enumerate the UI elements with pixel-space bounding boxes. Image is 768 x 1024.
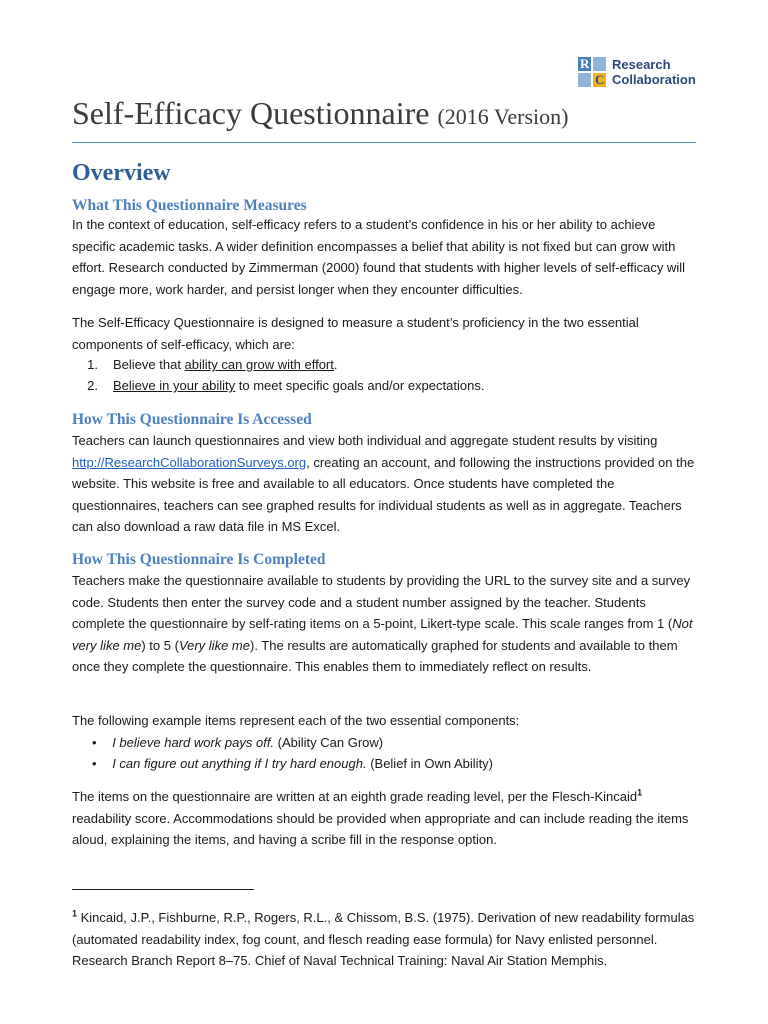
footnote-divider — [72, 889, 254, 890]
bullet-icon: • — [92, 735, 97, 750]
page-title: Self-Efficacy Questionnaire (2016 Version) — [72, 95, 569, 131]
measures-paragraph-2: The Self-Efficacy Questionnaire is designed to measure a student’s proficiency in the two essential components of self-efficacy, which are: — [72, 315, 639, 352]
bullet-item-2: • I can figure out anything if I try hard enough. (Belief in Own Ability) — [92, 756, 494, 771]
list-item-1: 1. Believe that ability can grow with effort. — [87, 357, 338, 372]
survey-site-link[interactable]: http://ResearchCollaborationSurveys.org — [72, 454, 307, 470]
footnote: $^1$ Kincaid, J.P., Fishburne, R.P., Rogers, R.L., & Chissom, B.S. (1975). Derivation of new readability formulas (automated readability index, fog count, and flesch reading ease formula) for Navy enlisted personnel. Research Branch Report 8–75. Chief of Naval Technical Training: Naval Air Station Memphis. — [72, 908, 695, 968]
measures-paragraph-1: In the context of education, self-efficacy refers to a student’s confidence in his or her ability to achieve specific academic tasks. A wider definition encompasses a belief that ability is not fixed but can grow with effort. Research conducted by Zimmerman (2000) found that students with higher levels of self-efficacy will engage more, work harder, and persist longer when they encounter difficulties. — [72, 217, 685, 297]
title-version: (2016 Version) — [437, 104, 569, 129]
section-heading-accessed: How This Questionnaire Is Accessed — [72, 411, 312, 428]
logo-text: Research Collaboration — [612, 57, 696, 87]
title-divider — [72, 142, 696, 143]
completed-paragraph-2: The following example items represent each of the two essential components: — [72, 713, 520, 728]
list-item-2: 2. Believe in your ability to meet specific goals and/or expectations. — [87, 378, 485, 393]
section-heading-completed: How This Questionnaire Is Completed — [72, 551, 326, 568]
completed-paragraph-1: Teachers make the questionnaire available to students by providing the URL to the survey site and a survey code. Students then enter the survey code and a student number assigned by the teacher. Students complete the questionnaire by self-rating items on a 5-point, Likert-type scale. This scale ranges from 1 (Not very like me) to 5 (Very like me). The results are automatically graphed for students and available to them once they complete the questionnaire. This enables them to immediately reflect on results. — [72, 573, 693, 674]
research-collaboration-logo — [578, 57, 696, 87]
footnote-reference: 1 — [637, 787, 643, 798]
accessed-paragraph: Teachers can launch questionnaires and view both individual and aggregate student results by visiting http://ResearchCollaborationSurveys.org, creating an account, and following the instructions provided on the website. This website is free and available to all educators. Once students have completed the questionnaires, teachers can see graphed results for individual students as well as in aggregate. Teachers can also download a raw data file in MS Excel. — [72, 433, 695, 534]
overview-heading: Overview — [72, 160, 171, 186]
bullet-icon: • — [92, 756, 97, 771]
section-heading-measures: What This Questionnaire Measures — [72, 197, 307, 214]
bullet-item-1: • I believe hard work pays off. (Ability Can Grow) — [92, 735, 384, 750]
logo-mark-icon: R C — [580, 56, 605, 87]
completed-paragraph-3: The items on the questionnaire are written at an eighth grade reading level, per the Flesch-Kincaid$^1$ readability score. Accommodations should be provided when appropriate and can include reading the items aloud, explaining the items, and having a scribe fill in the response option. — [72, 787, 689, 847]
